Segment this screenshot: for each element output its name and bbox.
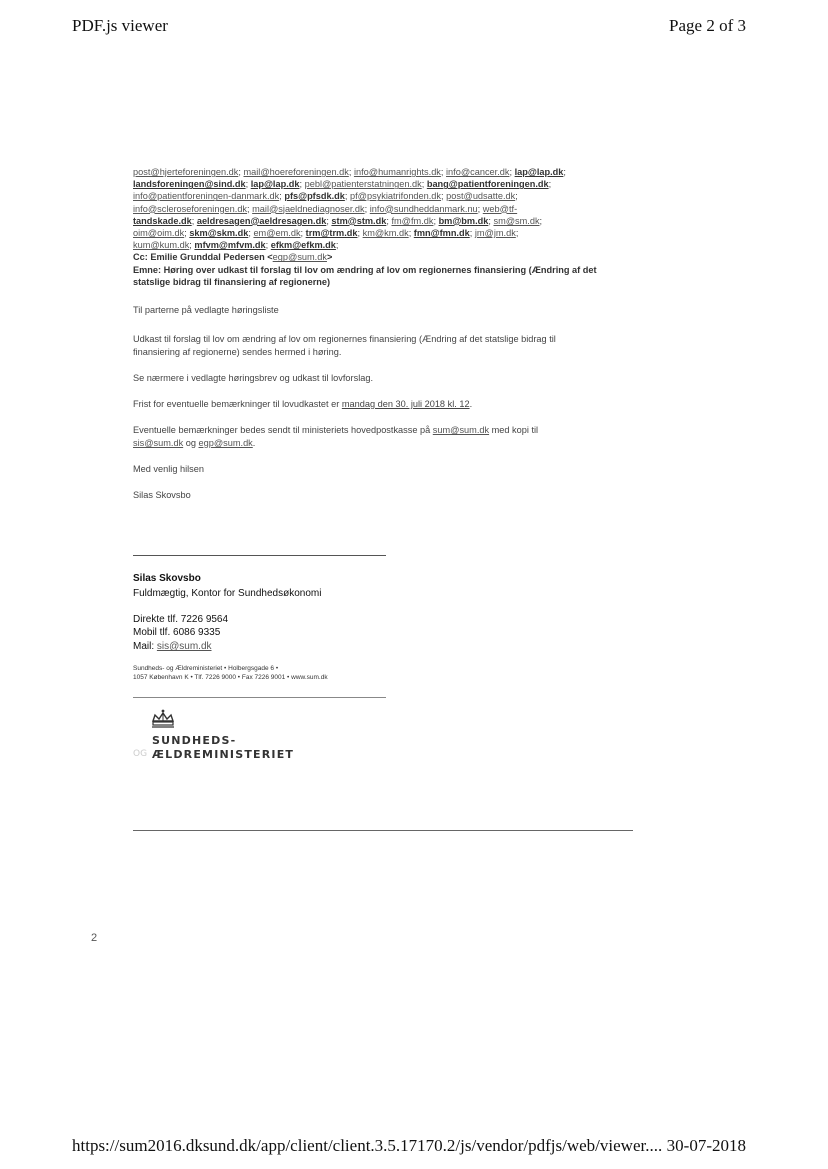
- recipient-email-link[interactable]: bm@bm.dk: [438, 215, 489, 226]
- recipient-email-link[interactable]: sm@sm.dk: [493, 215, 540, 226]
- signature-address-2: 1057 København K • Tlf. 7226 9000 • Fax 7226 9001 • www.sum.dk: [133, 674, 328, 681]
- recipient-line: tandskade.dk; aeldresagen@aeldresagen.dk; stm@stm.dk; fm@fm.dk; bm@bm.dk; sm@sm.dk;: [133, 215, 543, 226]
- recipient-line: info@patientforeningen-danmark.dk; pfs@pfsdk.dk; pf@psykiatrifonden.dk; post@udsatte.dk;: [133, 191, 518, 202]
- signature-divider-2: [133, 697, 386, 698]
- paragraph-1: Udkast til forslag til lov om ændring af lov om regionernes finansiering (Ændring af det statslige bidrag til finansiering af regionerne) sendes hermed i høring.: [133, 334, 556, 358]
- recipient-email-link[interactable]: trm@trm.dk: [305, 228, 358, 239]
- paragraph-2: Se nærmere i vedlagte høringsbrev og udkast til lovforslag.: [133, 373, 374, 384]
- recipient-email-link[interactable]: oim@oim.dk: [133, 228, 185, 239]
- sender-name: Silas Skovsbo: [133, 490, 191, 501]
- cc-line: Cc: Emilie Grunddal Pedersen <egp@sum.dk>: [133, 252, 333, 263]
- recipient-email-link[interactable]: post@hjerteforeningen.dk: [133, 167, 239, 177]
- recipient-email-link[interactable]: info@scleroseforeningen.dk: [133, 203, 248, 214]
- paragraph-3: Frist for eventuelle bemærkninger til lovudkastet er mandag den 30. juli 2018 kl. 12.: [133, 399, 473, 410]
- recipient-email-link[interactable]: web@tf-: [482, 203, 518, 214]
- recipient-email-link[interactable]: landsforeningen@sind.dk: [133, 179, 246, 190]
- recipient-email-link[interactable]: mail@hoereforeningen.dk: [243, 167, 349, 177]
- copy-email-link-2[interactable]: egp@sum.dk: [198, 438, 253, 449]
- recipient-line: landsforeningen@sind.dk; lap@lap.dk; pebl@patienterstatningen.dk; bang@patientforeningen.dk;: [133, 179, 552, 190]
- signature-direct-phone: Direkte tlf. 7226 9564: [133, 614, 229, 625]
- recipient-email-link[interactable]: efkm@efkm.dk: [270, 240, 336, 251]
- signature-mail: Mail: sis@sum.dk: [133, 641, 212, 652]
- viewer-title: PDF.js viewer: [72, 16, 168, 35]
- bottom-divider: [133, 830, 633, 831]
- recipient-email-link[interactable]: lap@lap.dk: [514, 167, 564, 177]
- copy-email-link[interactable]: sis@sum.dk: [133, 438, 184, 449]
- recipient-list: [133, 166, 633, 251]
- logo-og: OG: [133, 749, 148, 759]
- recipient-email-link[interactable]: em@em.dk: [253, 228, 301, 239]
- email-document: [133, 166, 633, 502]
- recipient-email-link[interactable]: stm@stm.dk: [331, 215, 387, 226]
- page-indicator: Page 2 of 3: [669, 16, 746, 35]
- recipient-email-link[interactable]: info@cancer.dk: [446, 167, 510, 177]
- recipient-email-link[interactable]: fm@fm.dk: [391, 215, 434, 226]
- crown-icon: [150, 709, 176, 731]
- recipient-email-link[interactable]: info@humanrights.dk: [353, 167, 441, 177]
- recipient-email-link[interactable]: skm@skm.dk: [189, 228, 249, 239]
- recipient-line: post@hjerteforeningen.dk; mail@hoereforeningen.dk; info@humanrights.dk; info@cancer.dk; lap@lap.dk;: [133, 167, 566, 177]
- recipient-line: oim@oim.dk; skm@skm.dk; em@em.dk; trm@trm.dk; km@km.dk; fmn@fmn.dk; jm@jm.dk;: [133, 228, 519, 239]
- signature-title: Fuldmægtig, Kontor for Sundhedsøkonomi: [133, 588, 322, 599]
- recipient-email-link[interactable]: jm@jm.dk: [474, 228, 516, 239]
- recipient-email-link[interactable]: tandskade.dk: [133, 215, 192, 226]
- footer-date: 30-07-2018: [666, 1136, 746, 1155]
- recipient-email-link[interactable]: km@km.dk: [362, 228, 409, 239]
- recipient-email-link[interactable]: lap@lap.dk: [250, 179, 300, 190]
- recipient-email-link[interactable]: mail@sjaeldnediagnoser.dk: [252, 203, 365, 214]
- page-number: 2: [91, 932, 98, 944]
- signature-divider: [133, 555, 386, 556]
- recipient-email-link[interactable]: info@patientforeningen-danmark.dk: [133, 191, 280, 202]
- recipient-email-link[interactable]: post@udsatte.dk: [446, 191, 516, 202]
- recipient-email-link[interactable]: pebl@patienterstatningen.dk: [304, 179, 422, 190]
- recipient-email-link[interactable]: mfvm@mfvm.dk: [194, 240, 266, 251]
- signature-name: Silas Skovsbo: [133, 573, 201, 584]
- recipient-email-link[interactable]: aeldresagen@aeldresagen.dk: [196, 215, 327, 226]
- recipient-email-link[interactable]: pfs@pfsdk.dk: [284, 191, 345, 202]
- recipient-email-link[interactable]: pf@psykiatrifonden.dk: [349, 191, 442, 202]
- recipient-email-link[interactable]: fmn@fmn.dk: [413, 228, 470, 239]
- paragraph-4: Eventuelle bemærkninger bedes sendt til ministeriets hovedpostkasse på sum@sum.dk med kopi til sis@sum.dk og egp@sum.dk.: [133, 425, 539, 449]
- footer-url: https://sum2016.dksund.dk/app/client/client.3.5.17170.2/js/vendor/pdfjs/web/viewer....: [72, 1136, 663, 1155]
- cc-email-link[interactable]: egp@sum.dk: [272, 252, 327, 263]
- signature-email-link[interactable]: sis@sum.dk: [156, 641, 212, 652]
- closing: Med venlig hilsen: [133, 464, 204, 475]
- recipient-line: info@scleroseforeningen.dk; mail@sjaeldnediagnoser.dk; info@sundheddanmark.nu; web@tf-: [133, 203, 518, 214]
- recipient-email-link[interactable]: info@sundheddanmark.nu: [369, 203, 478, 214]
- deadline: mandag den 30. juli 2018 kl. 12: [341, 399, 470, 410]
- ministry-logo: SUNDHEDS- ÆLDREMINISTERIET: [152, 734, 295, 761]
- subject-line-2: statslige bidrag til finansiering af regionerne): [133, 276, 331, 287]
- recipient-line: kum@kum.dk; mfvm@mfvm.dk; efkm@efkm.dk;: [133, 240, 339, 251]
- recipient-email-link[interactable]: kum@kum.dk: [133, 240, 190, 251]
- main-email-link[interactable]: sum@sum.dk: [432, 425, 490, 436]
- salutation: Til parterne på vedlagte høringsliste: [133, 305, 279, 316]
- signature-address-1: Sundheds- og Ældreministeriet • Holbergsgade 6 •: [133, 665, 279, 672]
- recipient-email-link[interactable]: bang@patientforeningen.dk: [426, 179, 549, 190]
- signature-mobile-phone: Mobil tlf. 6086 9335: [133, 627, 221, 638]
- subject-line: Emne: Høring over udkast til forslag til lov om ændring af lov om regionernes finansiering (Ændring af det: [133, 264, 597, 275]
